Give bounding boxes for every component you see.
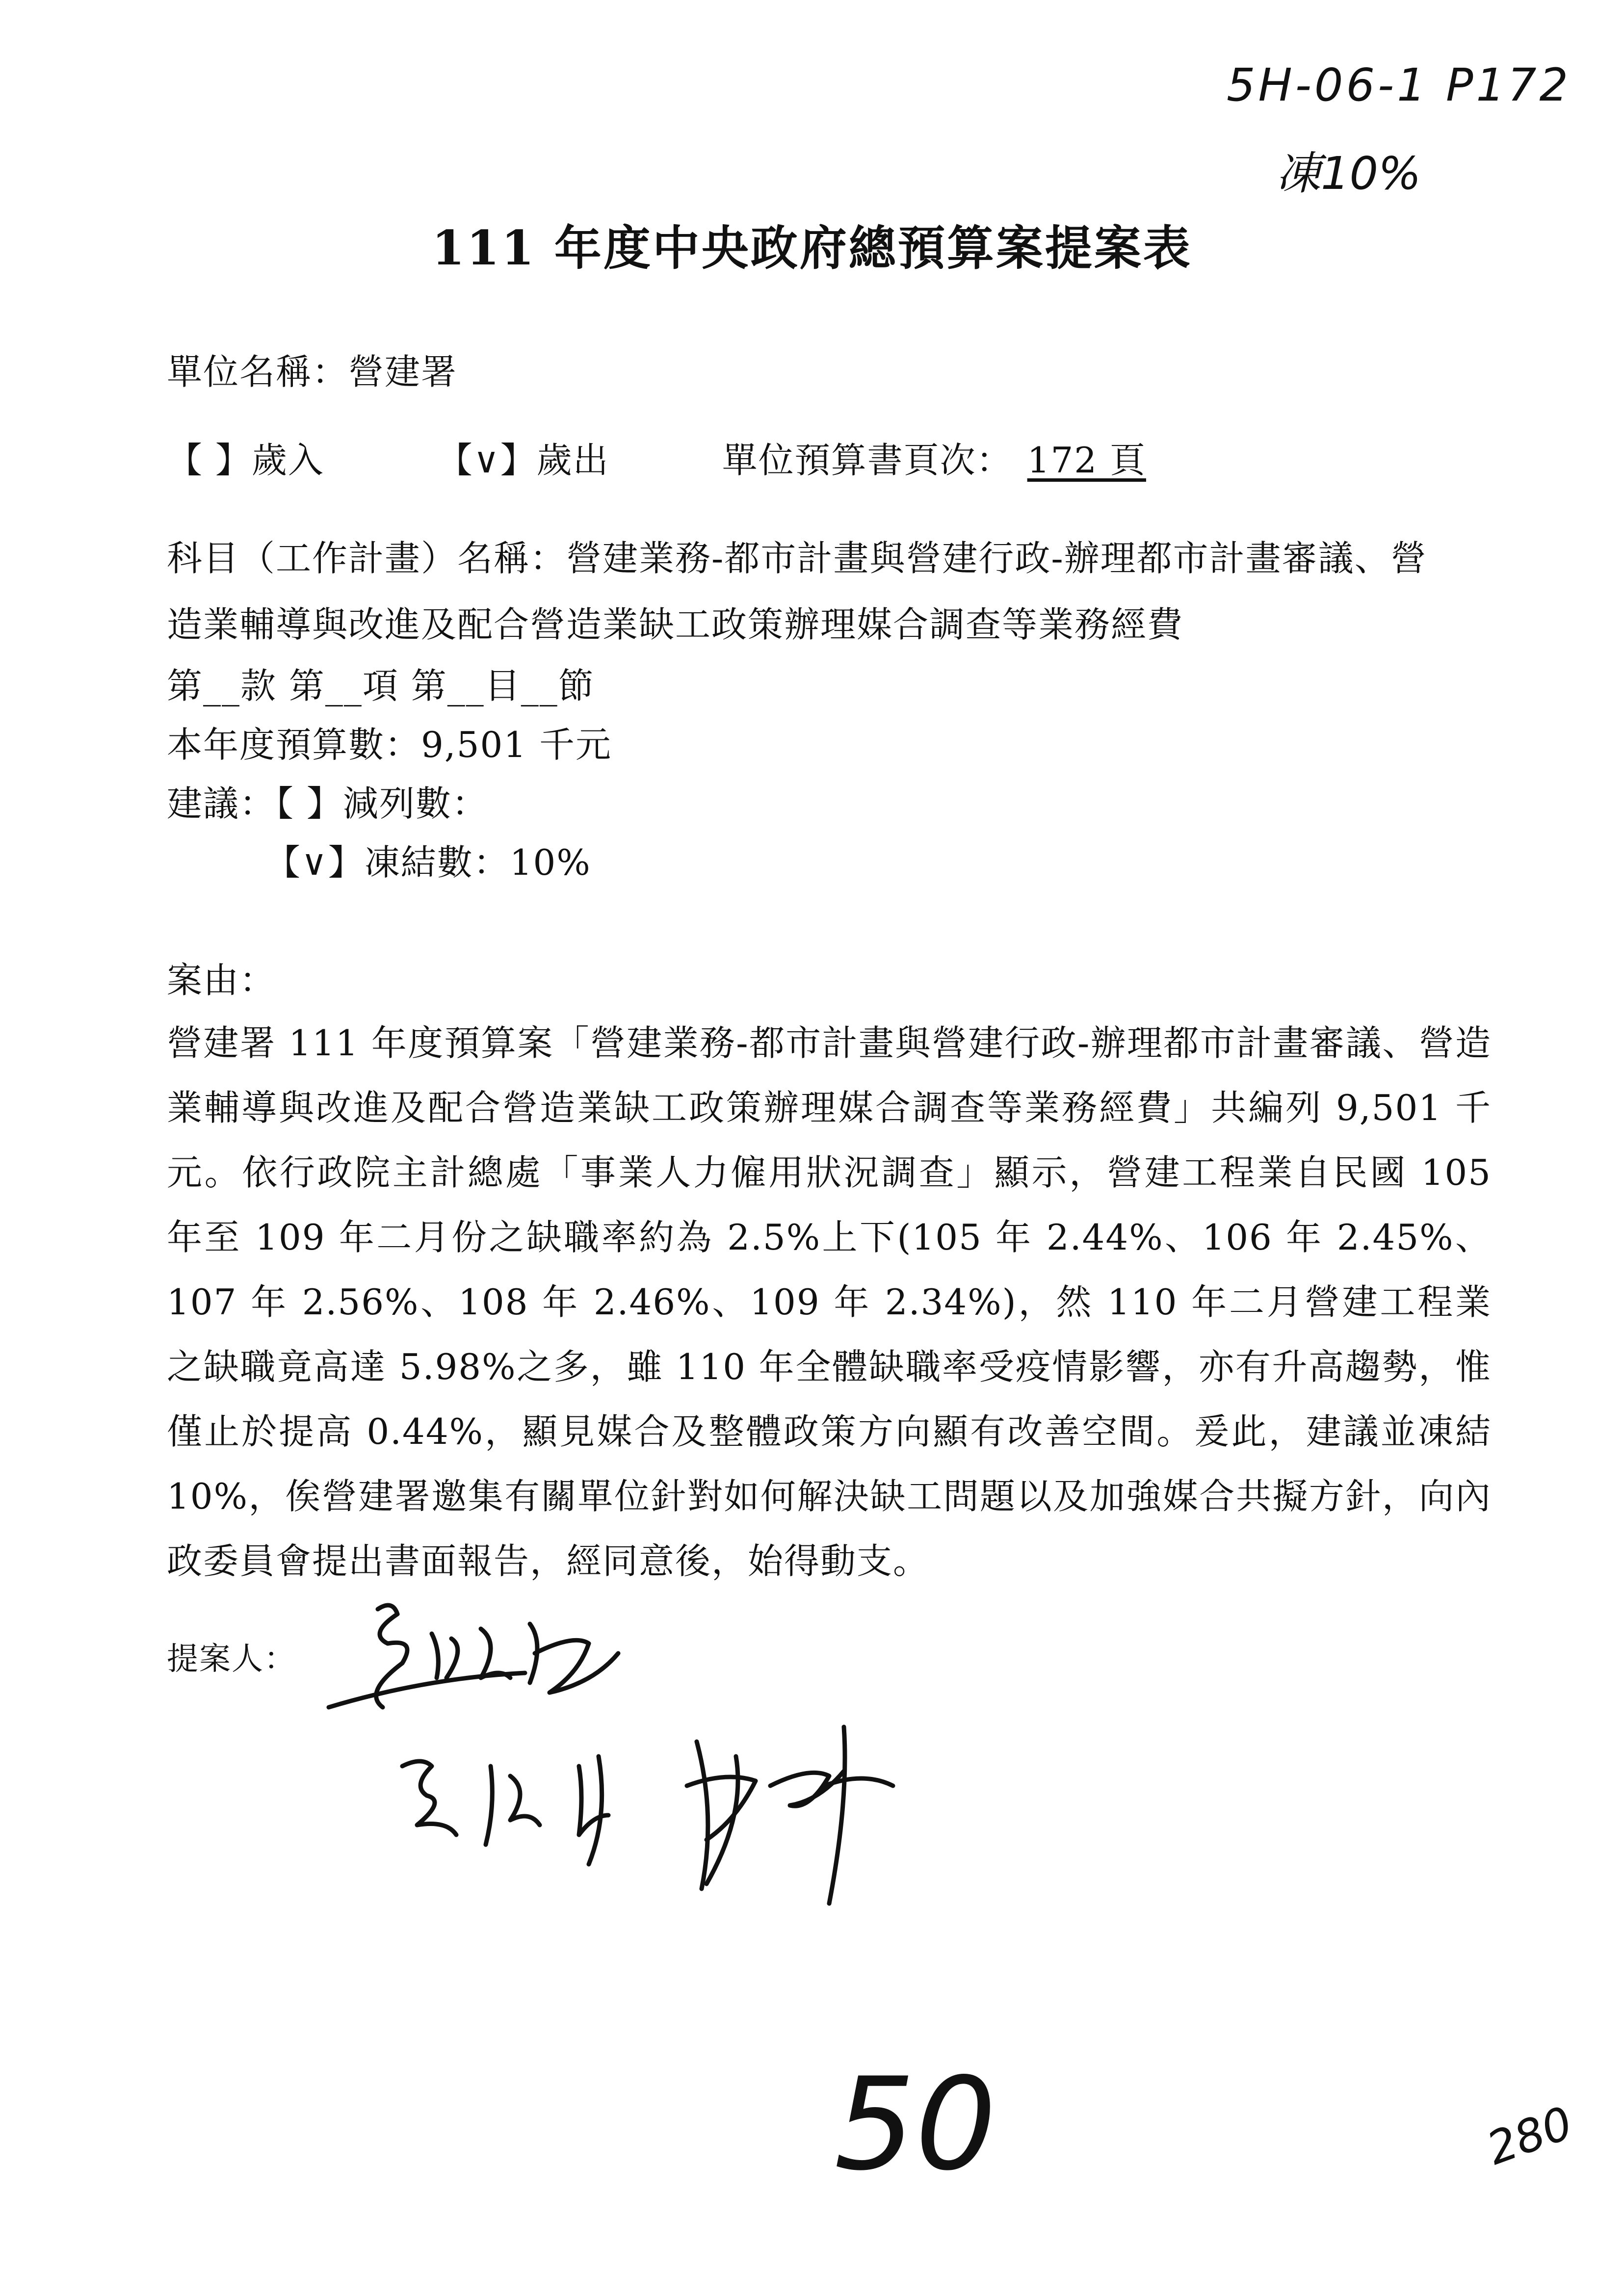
expense-checkbox: 【∨】 bbox=[437, 440, 537, 481]
subject-line-1: 科目（工作計畫）名稱：營建業務-都市計畫與營建行政-辦理都市計畫審議、營 bbox=[167, 538, 1427, 579]
budget-type-line bbox=[167, 432, 1161, 483]
expense-label: 歲出 bbox=[536, 440, 609, 481]
page-title: 111 年度中央政府總預算案提案表 bbox=[432, 220, 1192, 276]
suggestion-freeze-line: 【∨】凍結數：10% bbox=[265, 842, 591, 883]
handwritten-reference-code: 5H-06-1 P172 bbox=[1227, 59, 1572, 111]
page-ref-value: 172 頁 bbox=[1027, 440, 1146, 481]
income-label: 歲入 bbox=[251, 440, 324, 481]
handwritten-freeze-note: 凍10% bbox=[1276, 147, 1421, 200]
income-checkbox: 【 】 bbox=[167, 440, 252, 481]
subject-line-2: 造業輔導與改進及配合營造業缺工政策辦理媒合調查等業務經費 bbox=[167, 604, 1184, 645]
unit-name-value: 營建署 bbox=[348, 351, 458, 392]
suggestion-reduce-line: 建議：【 】減列數： bbox=[167, 783, 488, 824]
proposer-signatures bbox=[304, 1580, 1089, 1923]
proposer-label: 提案人： bbox=[167, 1641, 296, 1677]
handwritten-corner-number: 280 bbox=[1480, 2096, 1579, 2175]
handwritten-page-number: 50 bbox=[834, 2051, 996, 2199]
page-ref-label: 單位預算書頁次： bbox=[722, 440, 1013, 481]
budget-amount-line: 本年度預算數：9,501 千元 bbox=[167, 724, 612, 765]
reason-label: 案由： bbox=[167, 960, 276, 1001]
unit-name-line bbox=[167, 343, 457, 394]
reason-body: 營建署 111 年度預算案「營建業務-都市計畫與營建行政-辦理都市計畫審議、營造業輔導與改進及配合營造業缺工政策辦理媒合調查等業務經費」共編列 9,501 千元。依行政院主計總處「事業人力僱用狀況調查」顯示，營建工程業自民國 105 年至 109 年二月份之缺職率約為 2.5%上下(105 年 2.44%、106 年 2.45%、107 年 2.56%、108 年 2.46%、109 年 2.34%)，然 110 年二月營建工程業之缺職竟高達 5.98%之多，雖 110 年全體缺職率受疫情影響，亦有升高趨勢，惟僅止於提高 0.44%，顯見媒合及整體政策方向顯有改善空間。爰此，建議並凍結 10%，俟營建署邀集有關單位針對如何解決缺工問題以及加強媒合共擬方針，向內政委員會提出書面報告，經同意後，始得動支。 bbox=[167, 1022, 1492, 1582]
section-line: 第__款 第__項 第__目__節 bbox=[167, 665, 595, 706]
unit-name-label: 單位名稱： bbox=[167, 351, 349, 392]
